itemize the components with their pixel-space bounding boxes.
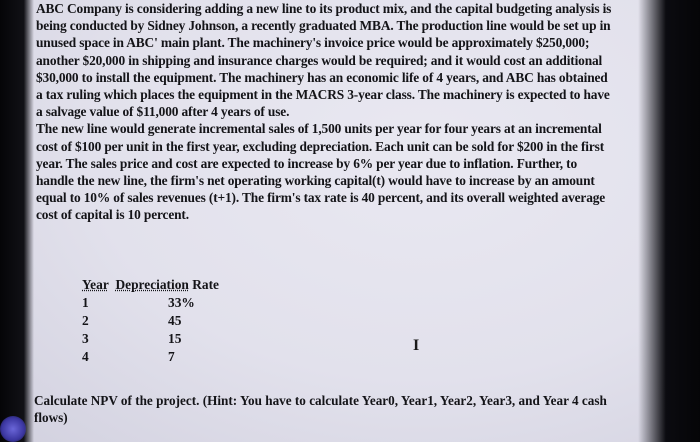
table-row: [82, 348, 219, 366]
row-year: 3: [82, 331, 89, 346]
row-rate: 15: [168, 331, 182, 346]
header-depreciation: Depreciation: [115, 277, 189, 292]
paragraph-sales: The new line would generate incremental sales of 1,500 units per year for four years at an incremental cost of $100 per unit in the first year, excluding depreciation. Each unit can be sold for $200 in the first year. The sales price and cost are expected to increase by 6% per year due to inflation. Further, to handle the new line, the firm's net operating working capital(t) would have to increase by an amount equal to 10% of sales revenues (t+1). The firm's tax rate is 40 percent, and its overall weighted average cost of capital is 10 percent.: [36, 121, 606, 223]
dark-bezel-right: [638, 0, 700, 442]
question-text: Calculate NPV of the project. (Hint: You have to calculate Year0, Year1, Year2, Year3, and Year 4 cash flows): [34, 393, 607, 425]
row-year: 4: [82, 349, 89, 364]
row-year: 1: [82, 295, 89, 310]
table-row: [82, 312, 219, 330]
dark-bezel-left: [0, 0, 34, 442]
header-year: Year: [82, 277, 109, 292]
depreciation-table-header: [82, 276, 219, 294]
text-cursor-icon: I: [413, 337, 420, 354]
row-rate: 7: [168, 349, 175, 364]
paragraph-machinery: ABC Company is considering adding a new line to its product mix, and the capital budgeting analysis is being conducted by Sidney Johnson, a recently graduated MBA. The production line would be set up in unused space in ABC' main plant. The machinery's invoice price would be approximately $250,000; another $20,000 in shipping and insurance charges would be required; and it would cost an additional $30,000 to install the equipment. The machinery has an economic life of 4 years, and ABC has obtained a tax ruling which places the equipment in the MACRS 3-year class. The machinery is expected to have a salvage value of $11,000 after 4 years of use.: [36, 1, 612, 120]
row-rate: 33%: [168, 295, 195, 310]
problem-text: [36, 0, 616, 224]
blue-glow: [0, 416, 26, 442]
header-rate: Rate: [192, 277, 220, 292]
row-year: 2: [82, 313, 89, 328]
table-row: [82, 330, 219, 348]
row-rate: 45: [168, 313, 182, 328]
table-row: [82, 294, 219, 312]
depreciation-table: [82, 276, 219, 366]
